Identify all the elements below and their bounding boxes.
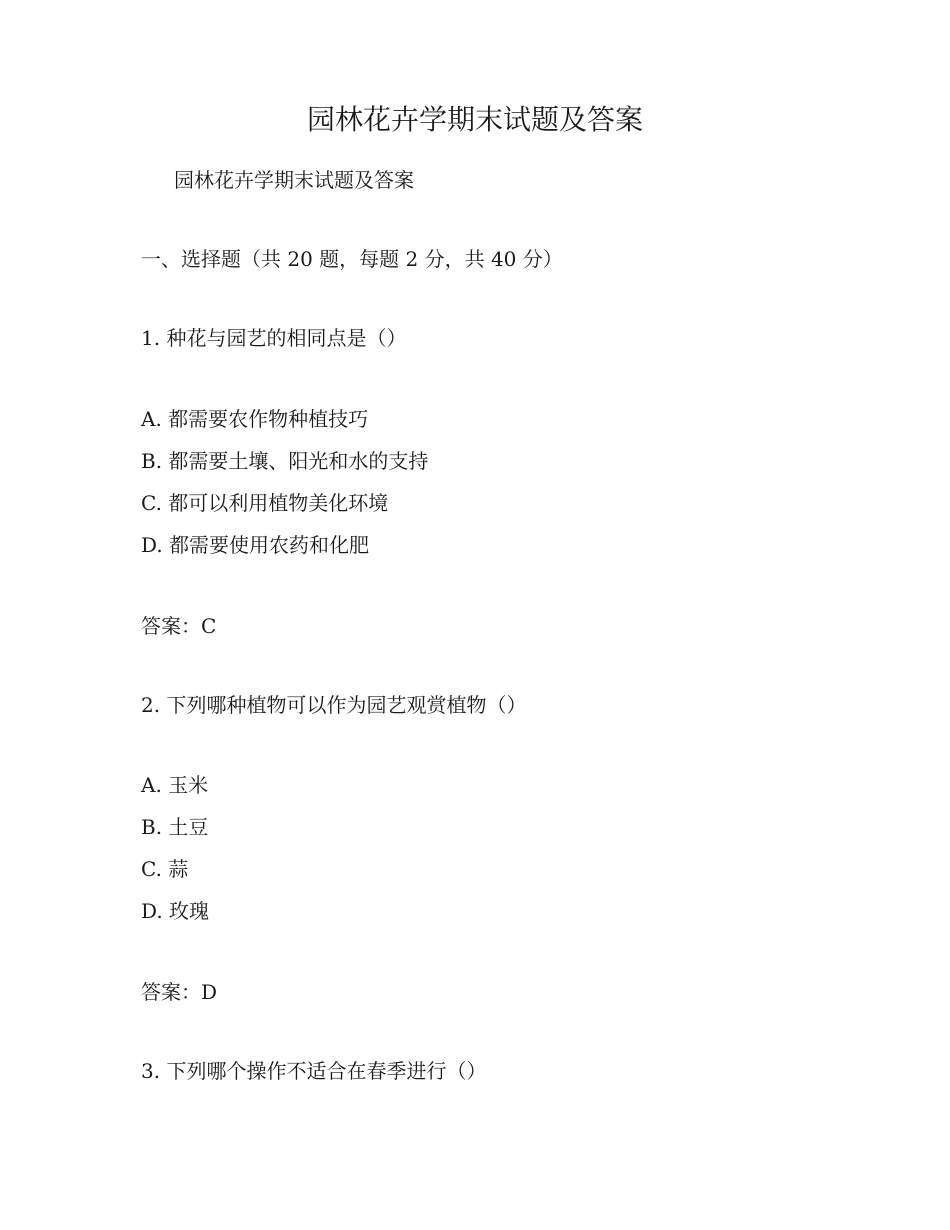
- question-2-option-a: A. 玉米: [141, 773, 209, 797]
- question-1-option-c: C. 都可以利用植物美化环境: [141, 491, 389, 515]
- question-1-option-d: D. 都需要使用农药和化肥: [141, 533, 370, 557]
- question-2-option-b: B. 土豆: [141, 815, 209, 839]
- question-2-option-c: C. 蒜: [141, 857, 189, 881]
- question-3-stem: 3. 下列哪个操作不适合在春季进行（）: [141, 1059, 487, 1083]
- section-heading: 一、选择题（共 20 题，每题 2 分，共 40 分）: [141, 247, 563, 271]
- question-2-option-d: D. 玫瑰: [141, 899, 210, 923]
- question-1-stem: 1. 种花与园艺的相同点是（）: [141, 326, 407, 350]
- question-2-answer: 答案：D: [141, 980, 218, 1004]
- page-title: 园林花卉学期末试题及答案: [306, 103, 643, 136]
- page-subtitle: 园林花卉学期末试题及答案: [174, 168, 414, 192]
- question-1-answer: 答案：C: [141, 614, 217, 638]
- question-1-option-b: B. 都需要土壤、阳光和水的支持: [141, 449, 429, 473]
- question-1-option-a: A. 都需要农作物种植技巧: [141, 407, 369, 431]
- question-2-stem: 2. 下列哪种植物可以作为园艺观赏植物（）: [141, 693, 527, 717]
